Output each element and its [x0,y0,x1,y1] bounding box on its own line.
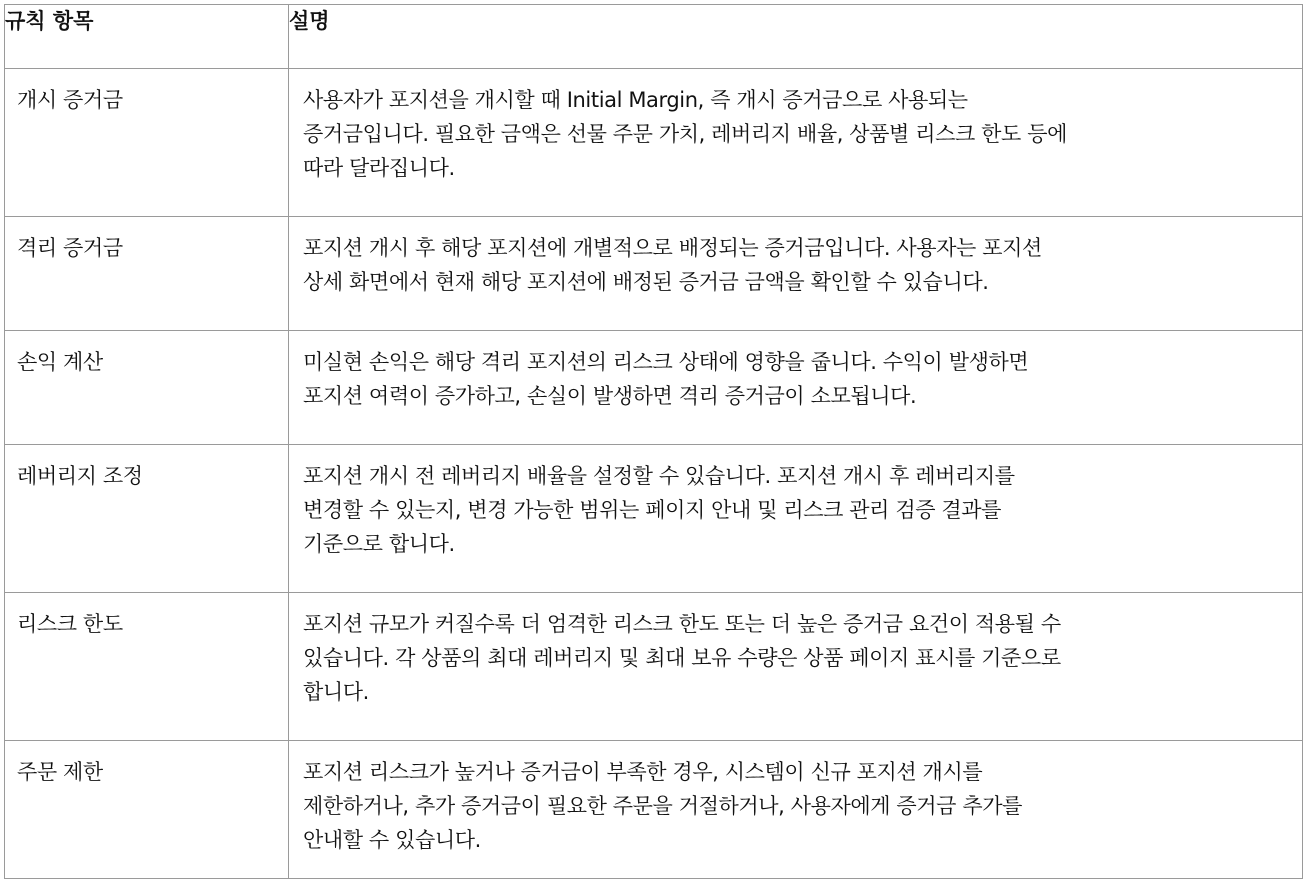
description-line: 포지션 개시 후 해당 포지션에 개별적으로 배정되는 증거금입니다. 사용자는 포지션 [303,236,1042,260]
description-line: 안내할 수 있습니다. [303,828,481,852]
rule-description-cell [289,741,1303,879]
rule-description-cell [289,331,1303,445]
rule-item-cell: 주문 제한 [5,741,289,879]
description-line: 증거금입니다. 필요한 금액은 선물 주문 가치, 레버리지 배율, 상품별 리스크 한도 등에 [303,122,1067,146]
table-row [5,741,1303,879]
table-row [5,331,1303,445]
rule-description-cell [289,445,1303,593]
rule-item-cell: 리스크 한도 [5,593,289,741]
description-line: 포지션 여력이 증가하고, 손실이 발생하면 격리 증거금이 소모됩니다. [303,384,917,408]
rule-description-cell [289,69,1303,217]
rule-item-cell: 손익 계산 [5,331,289,445]
table-header-row [5,5,1303,69]
rule-item-cell: 레버리지 조정 [5,445,289,593]
description-line: 있습니다. 각 상품의 최대 레버리지 및 최대 보유 수량은 상품 페이지 표시를 기준으로 [303,646,1061,670]
column-header-description: 설명 [289,5,1303,69]
table-row [5,217,1303,331]
rules-table [4,4,1303,879]
description-line: 포지션 리스크가 높거나 증거금이 부족한 경우, 시스템이 신규 포지션 개시를 [303,760,983,784]
description-line: 따라 달라집니다. [303,156,455,180]
rule-description-cell [289,593,1303,741]
table-row [5,69,1303,217]
column-header-item: 규칙 항목 [5,5,289,69]
description-line: 미실현 손익은 해당 격리 포지션의 리스크 상태에 영향을 줍니다. 수익이 발생하면 [303,350,1029,374]
rule-item-cell: 격리 증거금 [5,217,289,331]
rule-item-cell: 개시 증거금 [5,69,289,217]
description-line: 상세 화면에서 현재 해당 포지션에 배정된 증거금 금액을 확인할 수 있습니다. [303,270,989,294]
description-line: 기준으로 합니다. [303,532,455,556]
description-line: 변경할 수 있는지, 변경 가능한 범위는 페이지 안내 및 리스크 관리 검증 결과를 [303,498,1002,522]
description-line: 사용자가 포지션을 개시할 때 Initial Margin, 즉 개시 증거금으로 사용되는 [303,88,968,112]
description-line: 포지션 규모가 커질수록 더 엄격한 리스크 한도 또는 더 높은 증거금 요건이 적용될 수 [303,612,1061,636]
description-line: 합니다. [303,680,369,704]
description-line: 포지션 개시 전 레버리지 배율을 설정할 수 있습니다. 포지션 개시 후 레버리지를 [303,464,1015,488]
table-row [5,593,1303,741]
description-line: 제한하거나, 추가 증거금이 필요한 주문을 거절하거나, 사용자에게 증거금 추가를 [303,794,1022,818]
rule-description-cell [289,217,1303,331]
table-row [5,445,1303,593]
